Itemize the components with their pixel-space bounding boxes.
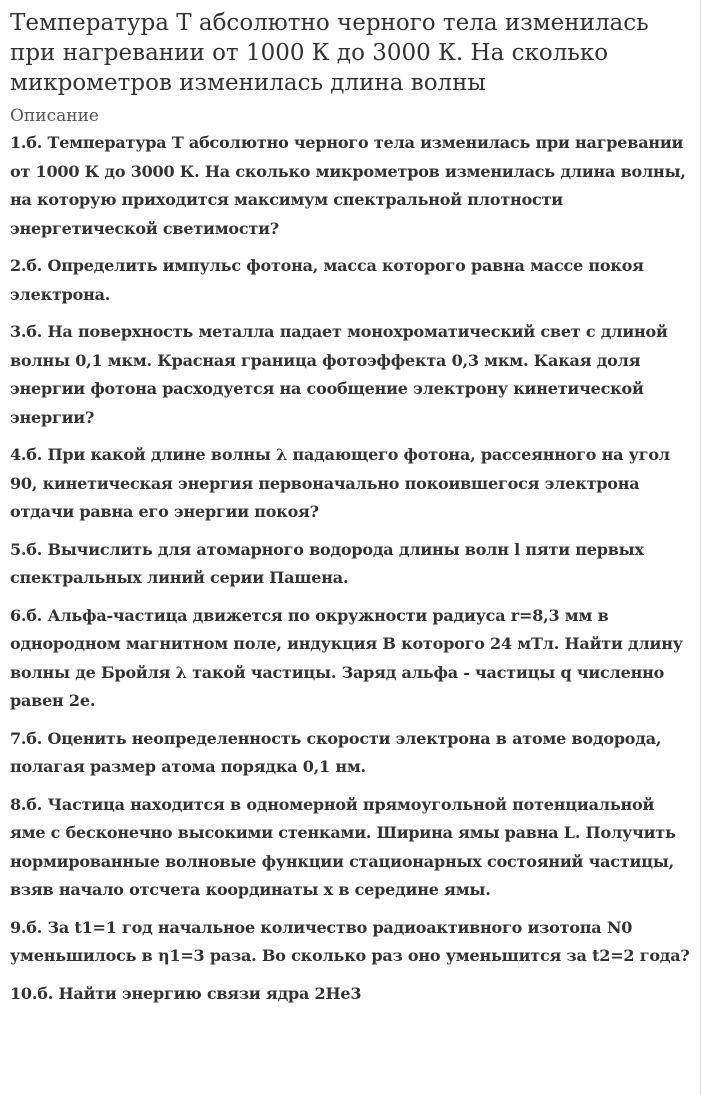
problem-item: 8.б. Частица находится в одномерной прямоугольной потенциальной яме с бесконечно высокими стенками. Ширина ямы равна L. Получить нормированные волновые функции стационарных состояний частицы, взяв начало отсчета координаты x в середине ямы.: [10, 794, 676, 899]
page-title: Температура Т абсолютно черного тела изменилась при нагревании от 1000 К до 3000 К. На сколько микрометров изменилась длина волны: [10, 10, 649, 96]
problem-item: 3.б. На поверхность металла падает монохроматический свет с длиной волны 0,1 мкм. Красная граница фотоэффекта 0,3 мкм. Какая доля энергии фотона расходуется на сообщение электрону кинетической энергии?: [10, 322, 668, 427]
problem-item: 6.б. Альфа-частица движется по окружности радиуса r=8,3 мм в однородном магнитном поле, индукция В которого 24 мТл. Найти длину волны де Бройля λ такой частицы. Заряд альфа - частицы q численно равен 2е.: [10, 605, 683, 710]
problem-item: 4.б. При какой длине волны λ падающего фотона, рассеянного на угол 90, кинетическая энергия первоначально покоившегося электрона отдачи равна его энергии покоя?: [10, 445, 670, 521]
problem-item: 2.б. Определить импульс фотона, масса которого равна массе покоя электрона.: [10, 256, 644, 304]
problem-item: 9.б. За t1=1 год начальное количество радиоактивного изотопа N0 уменьшилось в η1=3 раза. Во сколько раз оно уменьшится за t2=2 года?: [10, 917, 690, 965]
problem-item: 5.б. Вычислить для атомарного водорода длины волн l пяти первых спектральных линий серии Пашена.: [10, 539, 644, 587]
problem-item: 10.б. Найти энергию связи ядра 2He3: [10, 983, 362, 1003]
problem-item: 7.б. Оценить неопределенность скорости электрона в атоме водорода, полагая размер атома порядка 0,1 нм.: [10, 728, 662, 776]
problem-list: [10, 129, 691, 1008]
problem-item: 1.б. Температура Т абсолютно черного тела изменилась при нагревании от 1000 К до 3000 К. На сколько микрометров изменилась длина волны, на которую приходится максимум спектральной плотности энергетической светимости?: [10, 133, 686, 238]
description-label: Описание: [10, 106, 99, 126]
